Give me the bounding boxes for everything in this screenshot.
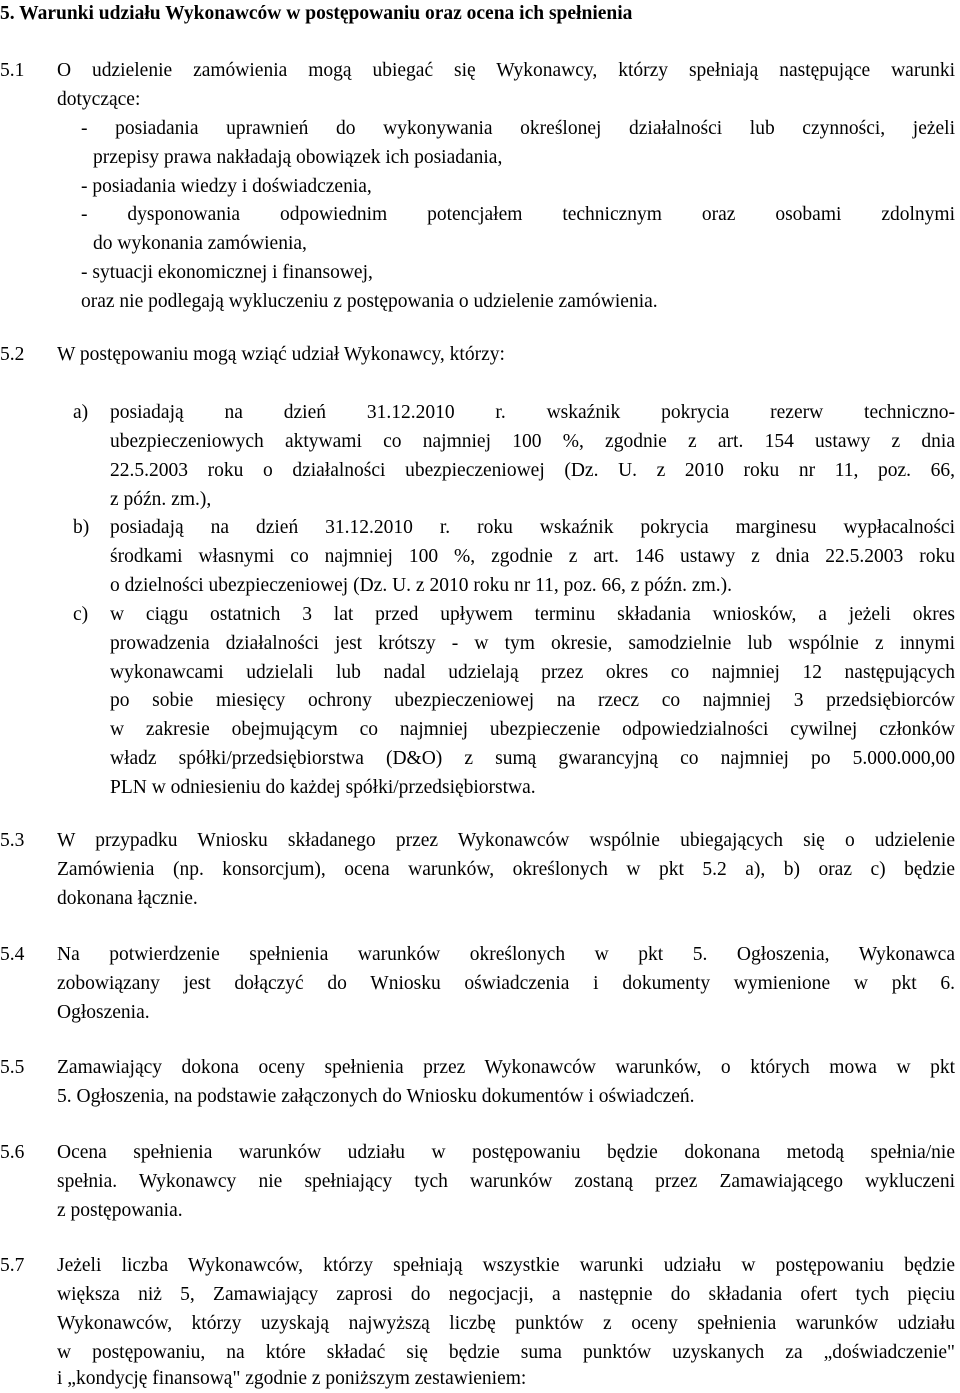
section-number-5-2: 5.2 (0, 344, 25, 365)
list-item: 22.5.2003 roku o działalności ubezpieczeniowej (Dz. U. z 2010 roku nr 11, poz. 66, (110, 460, 955, 481)
section-number-5-6: 5.6 (0, 1142, 25, 1163)
paragraph-line: Jeżeli liczba Wykonawców, którzy spełniają wszystkie warunki udziału w postępowaniu będzie (57, 1255, 955, 1276)
section-number-5-4: 5.4 (0, 944, 25, 965)
section-number-5-5: 5.5 (0, 1057, 25, 1078)
paragraph-line: W przypadku Wniosku składanego przez Wykonawców wspólnie ubiegających się o udzielenie (57, 830, 955, 851)
paragraph-line: Ogłoszenia. (57, 1002, 150, 1023)
list-item: PLN w odniesieniu do każdej spółki/przedsiębiorstwa. (110, 777, 536, 798)
section-number-5-1: 5.1 (0, 60, 25, 81)
list-item: - sytuacji ekonomicznej i finansowej, (81, 262, 373, 283)
paragraph-line: O udzielenie zamówienia mogą ubiegać się Wykonawcy, którzy spełniają następujące warunki (57, 60, 955, 81)
list-item: z późn. zm.), (110, 489, 212, 510)
list-item: środkami własnymi co najmniej 100 %, zgodnie z art. 146 ustawy z dnia 22.5.2003 roku (110, 546, 955, 567)
paragraph-line: Na potwierdzenie spełnienia warunków określonych w pkt 5. Ogłoszenia, Wykonawca (57, 944, 955, 965)
list-item: w ciągu ostatnich 3 lat przed upływem terminu składania wniosków, a jeżeli okres (110, 604, 955, 625)
list-item: prowadzenia działalności jest krótszy - w tym okresie, samodzielnie lub wspólnie z innymi (110, 633, 955, 654)
paragraph-line: oraz nie podlegają wykluczeniu z postępowania o udzielenie zamówienia. (81, 291, 658, 312)
paragraph-line: Ocena spełnienia warunków udziału w postępowaniu będzie dokonana metodą spełnia/nie (57, 1142, 955, 1163)
paragraph-line: dokonana łącznie. (57, 888, 198, 909)
paragraph-line: zobowiązany jest dołączyć do Wniosku oświadczenia i dokumenty wymienione w pkt 6. (57, 973, 955, 994)
list-item-continuation: przepisy prawa nakładają obowiązek ich posiadania, (93, 147, 503, 168)
list-item: - posiadania uprawnień do wykonywania określonej działalności lub czynności, jeżeli (81, 118, 955, 139)
list-label-b: b) (73, 517, 90, 538)
paragraph-line: 5. Ogłoszenia, na podstawie załączonych do Wniosku dokumentów i oświadczeń. (57, 1086, 695, 1107)
paragraph-line: spełnia. Wykonawcy nie spełniający tych warunków zostaną przez Zamawiającego wykluczeni (57, 1171, 955, 1192)
list-item: ubezpieczeniowych aktywami co najmniej 100 %, zgodnie z art. 154 ustawy z dnia (110, 431, 955, 452)
paragraph-line: Zamawiający dokona oceny spełnienia przez Wykonawców warunków, o których mowa w pkt (57, 1057, 955, 1078)
list-item: po sobie miesięcy ochrony ubezpieczeniowej na rzecz co najmniej 3 przedsiębiorców (110, 690, 955, 711)
paragraph-line: i „kondycję finansową" zgodnie z poniższym zestawieniem: (57, 1368, 527, 1389)
list-item: władz spółki/przedsiębiorstwa (D&O) z sumą gwarancyjną co najmniej po 5.000.000,00 (110, 748, 955, 769)
paragraph-line: z postępowania. (57, 1200, 183, 1221)
section-heading: 5. Warunki udziału Wykonawców w postępowaniu oraz ocena ich spełnienia (0, 3, 633, 24)
paragraph-line: W postępowaniu mogą wziąć udział Wykonawcy, którzy: (57, 344, 505, 365)
list-label-a: a) (73, 402, 89, 423)
paragraph-line: w postępowaniu, na które składać się będzie suma punktów uzyskanych za „doświadczenie" (57, 1342, 955, 1363)
paragraph-line: dotyczące: (57, 89, 141, 110)
list-item-continuation: do wykonania zamówienia, (93, 233, 307, 254)
list-item: posiadają na dzień 31.12.2010 r. wskaźnik pokrycia rezerw techniczno- (110, 402, 955, 423)
section-number-5-7: 5.7 (0, 1255, 25, 1276)
section-number-5-3: 5.3 (0, 830, 25, 851)
paragraph-line: Zamówienia (np. konsorcjum), ocena warunków, określonych w pkt 5.2 a), b) oraz c) będzie (57, 859, 955, 880)
list-item: o dzielności ubezpieczeniowej (Dz. U. z 2010 roku nr 11, poz. 66, z późn. zm.). (110, 575, 732, 596)
paragraph-line: Wykonawców, którzy uzyskają najwyższą liczbę punktów z oceny spełnienia warunków udziału (57, 1313, 955, 1334)
list-item: posiadają na dzień 31.12.2010 r. roku wskaźnik pokrycia marginesu wypłacalności (110, 517, 955, 538)
list-label-c: c) (73, 604, 89, 625)
list-item: - dysponowania odpowiednim potencjałem technicznym oraz osobami zdolnymi (81, 204, 955, 225)
list-item: wykonawcami udzielali lub nadal udzielają przez okres co najmniej 12 następujących (110, 662, 955, 683)
list-item: w zakresie obejmującym co najmniej ubezpieczenie odpowiedzialności cywilnej członków (110, 719, 955, 740)
paragraph-line: większa niż 5, Zamawiający zaprosi do negocjacji, a następnie do składania ofert tych pięciu (57, 1284, 955, 1305)
list-item: - posiadania wiedzy i doświadczenia, (81, 176, 372, 197)
